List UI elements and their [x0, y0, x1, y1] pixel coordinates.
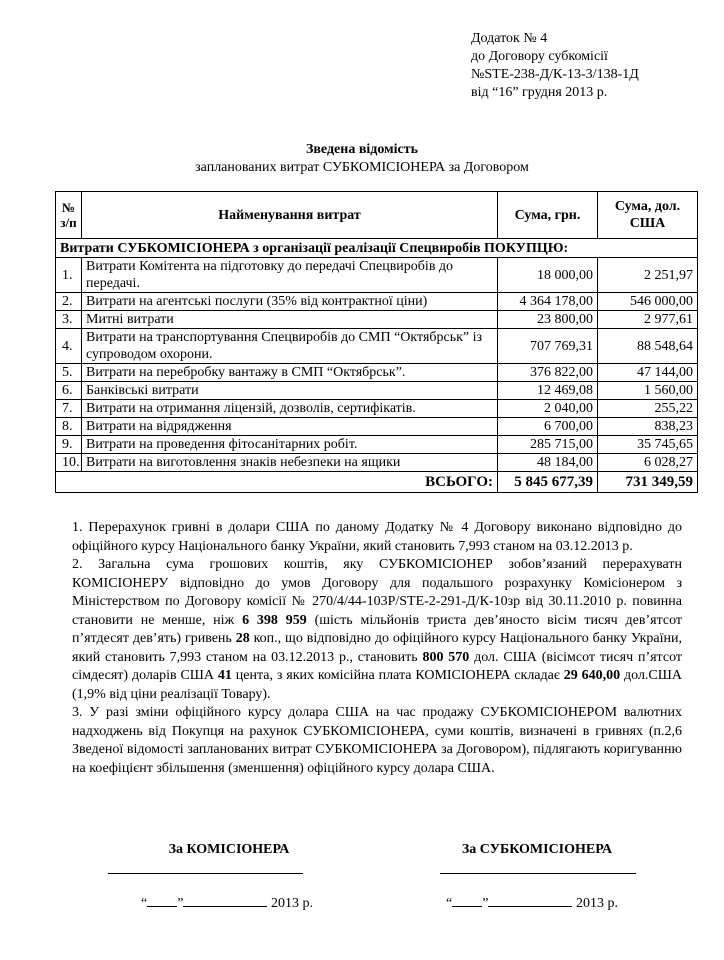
note-2-text: дол.США (1,9% від ціни реалізації Товару).	[72, 668, 682, 702]
row-name: Витрати Комітента на підготовку до передачі Спецвиробів до передачі.	[82, 258, 498, 293]
row-usd: 2 251,97	[598, 258, 698, 293]
date-day-blank	[147, 893, 177, 907]
table-row	[56, 311, 698, 329]
row-num: 10.	[56, 454, 82, 472]
title-main: Зведена відомість	[305, 142, 419, 157]
note-2-text: дол. США (вісімсот тисяч п’ятсот сімдесят) доларів США	[72, 649, 682, 683]
date-year: 2013 р.	[270, 896, 313, 911]
row-usd: 255,22	[598, 400, 698, 418]
row-name: Витрати на перебробку вантажу в СМП “Октябрськ”.	[82, 364, 498, 382]
row-num: 5.	[56, 364, 82, 382]
row-name: Витрати на виготовлення знаків небезпеки на ящики	[82, 454, 498, 472]
row-uah: 12 469,08	[498, 382, 598, 400]
header-usd: Сума, дол. США	[598, 192, 698, 239]
expenses-table	[55, 191, 698, 493]
title-sub: запланованих витрат СУБКОМІСІОНЕРА за Договором	[195, 160, 529, 175]
row-num: 6.	[56, 382, 82, 400]
row-uah: 707 769,31	[498, 329, 598, 364]
header-num: № з/п	[56, 192, 82, 239]
row-usd: 88 548,64	[598, 329, 698, 364]
note-2-text: (шість мільйонів триста дев’яносто вісім тисяч дев’ятсот п’ятдесят дев’ять) гривень	[72, 612, 683, 646]
note-2-text: коп., що відповідно до офіційного курсу Національного банку України, який становить 7,993 станом на 03.12.2013 р., становить	[72, 631, 682, 665]
row-usd: 35 745,65	[598, 436, 698, 454]
row-uah: 376 822,00	[498, 364, 598, 382]
row-usd: 6 028,27	[598, 454, 698, 472]
document-title	[0, 141, 724, 177]
row-name: Витрати на транспортування Спецвиробів до СМП “Октябрськ” із супроводом охорони.	[82, 329, 498, 364]
row-uah: 48 184,00	[498, 454, 598, 472]
date-quote-close: ”	[482, 896, 489, 911]
row-usd: 47 144,00	[598, 364, 698, 382]
note-2-usd-amount: 800 570	[422, 649, 470, 665]
header-uah: Сума, грн.	[498, 192, 598, 239]
appendix-contract: до Договору субкомісії	[471, 49, 608, 64]
appendix-date: від “16” грудня 2013 р.	[471, 85, 608, 100]
row-num: 2.	[56, 293, 82, 311]
row-num: 3.	[56, 311, 82, 329]
table-row	[56, 364, 698, 382]
row-uah: 4 364 178,00	[498, 293, 598, 311]
date-quote-open: “	[141, 896, 148, 911]
date-year: 2013 р.	[575, 896, 618, 911]
note-2-text: цента, з яких комісійна плата КОМІСІОНЕРА складає	[231, 668, 564, 683]
table-header-row	[56, 192, 698, 239]
row-num: 4.	[56, 329, 82, 364]
row-usd: 2 977,61	[598, 311, 698, 329]
row-name: Витрати на отримання ліцензій, дозволів, сертифікатів.	[82, 400, 498, 418]
row-uah: 23 800,00	[498, 311, 598, 329]
signature-label-commissioner: За КОМІСІОНЕРА	[168, 842, 290, 857]
date-quote-close: ”	[177, 896, 184, 911]
signature-line-subcommissioner	[440, 873, 636, 874]
table-row	[56, 329, 698, 364]
note-3: 3. У разі зміни офіційного курсу долара США на час продажу СУБКОМІСІОНЕРОМ валютних надходжень від Покупця на рахунок СУБКОМІСІОНЕРА, суми коштів, визначені в гривнях (п.2,6 Зведеної відомості запланованих витрат СУБКОМІСІОНЕРА за Договором), підлягають коригуванню на коефіцієнт збільшення (зменшення) офіційного курсу долара США.	[72, 705, 682, 776]
total-row	[56, 472, 698, 493]
row-name: Митні витрати	[82, 311, 498, 329]
total-label: ВСЬОГО:	[56, 472, 498, 493]
appendix-number: Додаток № 4	[471, 31, 548, 46]
row-name: Витрати на відрядження	[82, 418, 498, 436]
date-line-subcommissioner	[446, 893, 618, 912]
row-num: 1.	[56, 258, 82, 293]
table-row	[56, 293, 698, 311]
notes	[72, 519, 682, 778]
table-row	[56, 454, 698, 472]
row-name: Витрати на агентські послуги (35% від контрактної ціни)	[82, 293, 498, 311]
date-line-commissioner	[141, 893, 313, 912]
date-quote-open: “	[446, 896, 453, 911]
row-usd: 1 560,00	[598, 382, 698, 400]
appendix-contract-number: №STE-238-Д/К-13-3/138-1Д	[471, 67, 639, 82]
row-num: 7.	[56, 400, 82, 418]
note-2-commission: 29 640,00	[563, 668, 621, 683]
date-day-blank	[452, 893, 482, 907]
date-month-blank	[183, 893, 267, 907]
table-row	[56, 258, 698, 293]
table-row	[56, 382, 698, 400]
note-2	[72, 556, 682, 704]
row-num: 9.	[56, 436, 82, 454]
row-usd: 838,23	[598, 418, 698, 436]
note-1: 1. Перерахунок гривні в долари США по даному Додатку № 4 Договору виконано відповідно до офіційного курсу Національного банку України, який становить 7,993 станом на 03.12.2013 р.	[72, 520, 682, 554]
row-uah: 285 715,00	[498, 436, 598, 454]
note-2-text: 2. Загальна сума грошових коштів, яку СУБКОМІСІОНЕР зобов’язаний перерахуватн КОМІСІОНЕРУ відповідно до умов Договору для подальшого розрахунку Комісіонером з Міністерством по Договору комісії № 270/4/44-103Р/STE-2-291-Д/К-10зр від 30.11.2010 р. повинна становити не менше, ніж	[72, 557, 682, 628]
note-2-cents: 41	[217, 668, 232, 683]
note-2-uah-amount: 6 398 959	[242, 612, 307, 628]
signature-label-subcommissioner: За СУБКОМІСІОНЕРА	[461, 842, 613, 857]
section-title: Витрати СУБКОМІСІОНЕРА з організації реалізації Спецвиробів ПОКУПЦЮ:	[56, 239, 698, 258]
row-uah: 18 000,00	[498, 258, 598, 293]
table-row	[56, 400, 698, 418]
row-num: 8.	[56, 418, 82, 436]
note-2-kopecks: 28	[235, 631, 250, 646]
row-usd: 546 000,00	[598, 293, 698, 311]
date-month-blank	[488, 893, 572, 907]
total-uah: 5 845 677,39	[498, 472, 598, 493]
row-name: Банківські витрати	[82, 382, 498, 400]
signature-line-commissioner	[108, 873, 303, 874]
section-row	[56, 239, 698, 258]
table-row	[56, 436, 698, 454]
row-name: Витрати на проведення фітосанітарних робіт.	[82, 436, 498, 454]
row-uah: 6 700,00	[498, 418, 598, 436]
row-uah: 2 040,00	[498, 400, 598, 418]
table-row	[56, 418, 698, 436]
total-usd: 731 349,59	[598, 472, 698, 493]
appendix-header	[471, 30, 639, 102]
header-name: Найменування витрат	[82, 192, 498, 239]
